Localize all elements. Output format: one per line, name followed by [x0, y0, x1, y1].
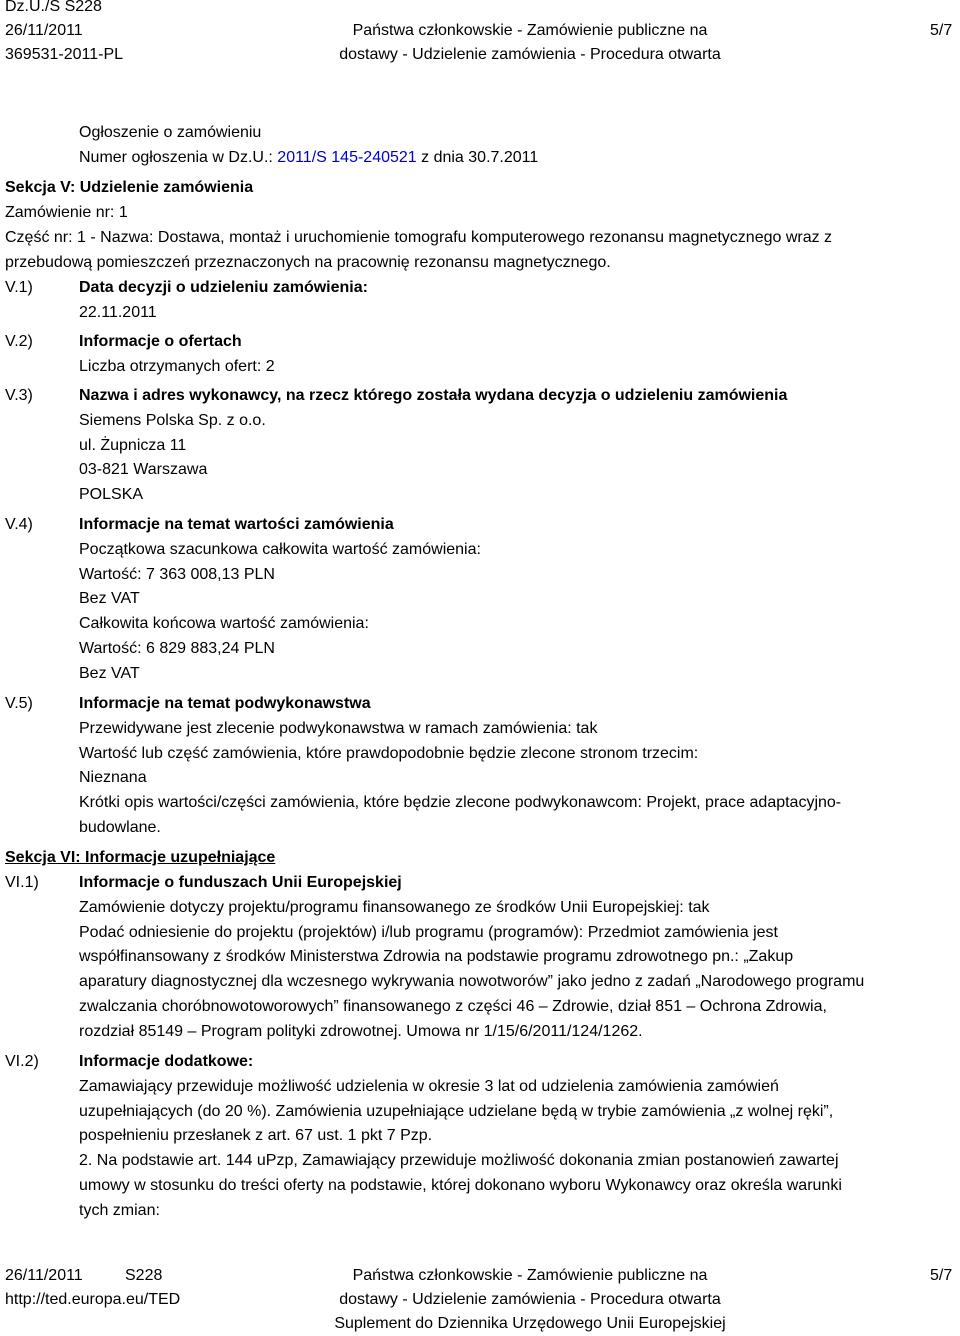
additional-info-line4: 2. Na podstawie art. 144 uPzp, Zamawiający przewiduje możliwość dokonania zmian postanowień zawartej	[79, 1152, 839, 1170]
initial-value: Wartość: 7 363 008,13 PLN	[79, 565, 275, 583]
additional-info-line6: tych zmian:	[79, 1201, 160, 1219]
header-journal: Dz.U./S S228	[5, 0, 102, 15]
additional-info-line2: uzupełniających (do 20 %). Zamówienia uzupełniające udzielane będą w trybie zamówienia „z wolnej ręki”,	[79, 1102, 834, 1120]
header-title-line2: dostawy - Udzielenie zamówienia - Procedura otwarta	[339, 46, 721, 63]
v3-heading: Nazwa i adres wykonawcy, na rzecz którego została wydana decyzja o udzieleniu zamówienia	[79, 387, 788, 404]
footer-title-line2: dostawy - Udzielenie zamówienia - Procedura otwarta	[339, 1291, 721, 1308]
additional-info-block	[79, 1075, 842, 1223]
additional-info-line3: pospełnieniu przesłanek z art. 67 ust. 1 pkt 7 Pzp.	[79, 1127, 433, 1145]
contract-value-block	[79, 538, 481, 686]
eu-funds-line2: Podać odniesienie do projektu (projektów) i/lub programu (programów): Przedmiot zamówienia jest	[79, 923, 778, 941]
footer-title-line1: Państwa członkowskie - Zamówienie publiczne na	[352, 1267, 708, 1284]
subcontracting-planned: Przewidywane jest zlecenie podwykonawstwa w ramach zamówienia: tak	[79, 720, 598, 737]
v3-number: V.3)	[5, 387, 33, 404]
v5-number: V.5)	[5, 695, 33, 712]
eu-funds-line4: aparatury diagnostycznej dla wczesnego wykrywania nowotworów” jako jedno z zadań „Narodowego programu	[79, 973, 865, 991]
final-value: Wartość: 6 829 883,24 PLN	[79, 639, 275, 657]
additional-info-line5: umowy w stosunku do treści oferty na podstawie, której dokonano wyboru Wykonawcy oraz określa warunki	[79, 1176, 842, 1194]
notice-number	[79, 146, 538, 171]
contractor-name: Siemens Polska Sp. z o.o.	[79, 412, 266, 429]
header-page-number: 5/7	[930, 22, 953, 39]
v2-heading: Informacje o ofertach	[79, 333, 242, 350]
eu-funds-line1: Zamówienie dotyczy projektu/programu finansowanego ze środków Unii Europejskiej: tak	[79, 899, 710, 916]
section5-title: Sekcja V: Udzielenie zamówienia	[5, 179, 254, 196]
notice-number-suffix: z dnia 30.7.2011	[416, 149, 539, 166]
v2-offers-count: Liczba otrzymanych ofert: 2	[79, 358, 275, 375]
footer-page-number: 5/7	[930, 1267, 953, 1284]
notice-number-prefix: Numer ogłoszenia w Dz.U.:	[79, 149, 278, 166]
header-center	[290, 19, 770, 67]
v1-decision-date: 22.11.2011	[79, 304, 157, 321]
part-description-line1: Część nr: 1 - Nazwa: Dostawa, montaż i uruchomienie tomografu komputerowego rezonansu magnetycznego wraz z	[5, 229, 833, 246]
notice-number-link[interactable]: 2011/S 145-240521	[277, 149, 417, 166]
eu-funds-line5: zwalczania choróbnowotoworowych” finansowanego z części 46 – Zdrowie, dział 851 – Ochrona Zdrowia,	[79, 997, 827, 1015]
v1-heading: Data decyzji o udzieleniu zamówienia:	[79, 279, 368, 296]
vi2-number: VI.2)	[5, 1053, 39, 1070]
v1-number: V.1)	[5, 279, 33, 296]
footer-center	[290, 1264, 770, 1336]
v5-heading: Informacje na temat podwykonawstwa	[79, 695, 371, 712]
initial-value-label: Początkowa szacunkowa całkowita wartość zamówienia:	[79, 541, 481, 558]
vi1-heading: Informacje o funduszach Unii Europejskiej	[79, 874, 402, 891]
eu-funds-line6: rozdział 85149 – Program polityki zdrowotnej. Umowa nr 1/15/6/2011/124/1262.	[79, 1022, 643, 1040]
footer-date: 26/11/2011	[5, 1267, 83, 1284]
subcontracting-value: Nieznana	[79, 769, 147, 787]
contract-number: Zamówienie nr: 1	[5, 204, 128, 221]
v4-heading: Informacje na temat wartości zamówienia	[79, 516, 394, 533]
contractor-city: 03-821 Warszawa	[79, 461, 208, 479]
eu-funds-line3: współfinansowany z środków Ministerstwa Zdrowia na podstawie programu zdrowotnego pn.: „Zakup	[79, 948, 794, 966]
subcontracting-value-label: Wartość lub część zamówienia, które prawdopodobnie będzie zlecone stronom trzecim:	[79, 744, 699, 762]
subcontracting-block	[79, 717, 841, 841]
vi2-heading: Informacje dodatkowe:	[79, 1053, 254, 1070]
eu-funds-block	[79, 896, 864, 1044]
header-left	[5, 0, 123, 67]
final-vat-note: Bez VAT	[79, 664, 140, 682]
v2-number: V.2)	[5, 333, 33, 350]
footer-code: S228	[125, 1267, 163, 1284]
contractor-country: POLSKA	[79, 486, 144, 504]
footer-supplement: Suplement do Dziennika Urzędowego Unii Europejskiej	[334, 1315, 726, 1332]
part-description-line2: przebudową pomieszczeń przeznaczonych na pracownię rezonansu magnetycznego.	[5, 254, 611, 271]
header-date: 26/11/2011	[5, 22, 83, 39]
initial-vat-note: Bez VAT	[79, 590, 140, 608]
additional-info-line1: Zamawiający przewiduje możliwość udzielenia w okresie 3 lat od udzielenia zamówienia zamówień	[79, 1078, 779, 1095]
vi1-number: VI.1)	[5, 874, 39, 891]
contractor-street: ul. Żupnicza 11	[79, 436, 187, 454]
header-notice-id: 369531-2011-PL	[5, 46, 124, 63]
final-value-label: Całkowita końcowa wartość zamówienia:	[79, 615, 369, 633]
subcontracting-description-line2: budowlane.	[79, 818, 161, 836]
header-title-line1: Państwa członkowskie - Zamówienie publiczne na	[352, 22, 708, 39]
v4-number: V.4)	[5, 516, 33, 533]
footer-url[interactable]: http://ted.europa.eu/TED	[5, 1291, 181, 1308]
section6-title: Sekcja VI: Informacje uzupełniające	[5, 849, 276, 866]
subcontracting-description-line1: Krótki opis wartości/części zamówienia, które będzie zlecone podwykonawcom: Projekt, prace adaptacyjno-	[79, 794, 842, 812]
notice-title: Ogłoszenie o zamówieniu	[79, 124, 262, 141]
contractor-address	[79, 409, 266, 508]
